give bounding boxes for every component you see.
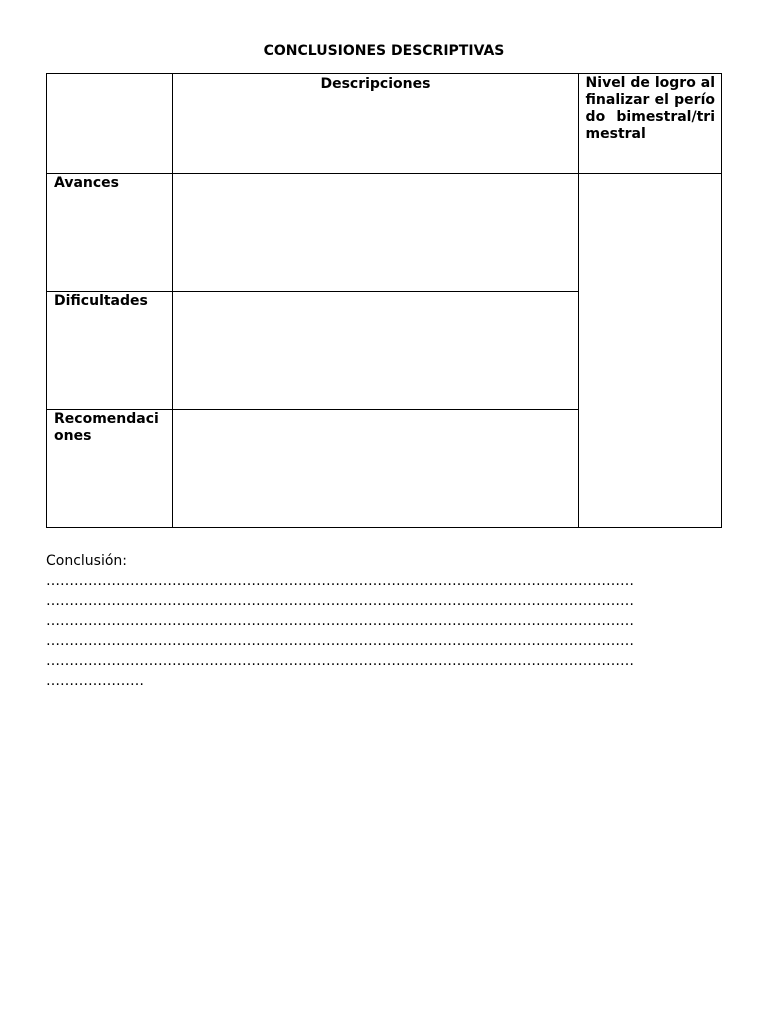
row-label-recomendaciones: Recomendaciones (47, 410, 173, 528)
avances-description-cell[interactable] (173, 174, 578, 292)
dotted-line[interactable]: ……………………………………………………………………………………………………………… (46, 653, 634, 669)
empty-header-cell (47, 74, 173, 174)
nivel-logro-header: Nivel de logro al finalizar el período bimestral/trimestral (578, 74, 721, 174)
recomendaciones-description-cell[interactable] (173, 410, 578, 528)
descripciones-header: Descripciones (173, 74, 578, 174)
dotted-line[interactable]: ……………………………………………………………………………………………………………… (46, 593, 634, 609)
document-title: CONCLUSIONES DESCRIPTIVAS (263, 43, 505, 59)
dotted-line[interactable]: ………………… (46, 673, 144, 689)
conclusions-table (46, 73, 722, 528)
dotted-line[interactable]: ……………………………………………………………………………………………………………… (46, 613, 634, 629)
row-label-dificultades: Dificultades (47, 292, 173, 410)
dotted-line[interactable]: ……………………………………………………………………………………………………………… (46, 633, 634, 649)
conclusion-section (46, 551, 722, 691)
dificultades-description-cell[interactable] (173, 292, 578, 410)
table-header-row (47, 74, 722, 174)
table-row (47, 174, 722, 292)
nivel-logro-cell[interactable] (578, 174, 721, 528)
row-label-avances: Avances (47, 174, 173, 292)
conclusion-label: Conclusión: (46, 553, 128, 569)
dotted-line[interactable]: ……………………………………………………………………………………………………………… (46, 573, 634, 589)
